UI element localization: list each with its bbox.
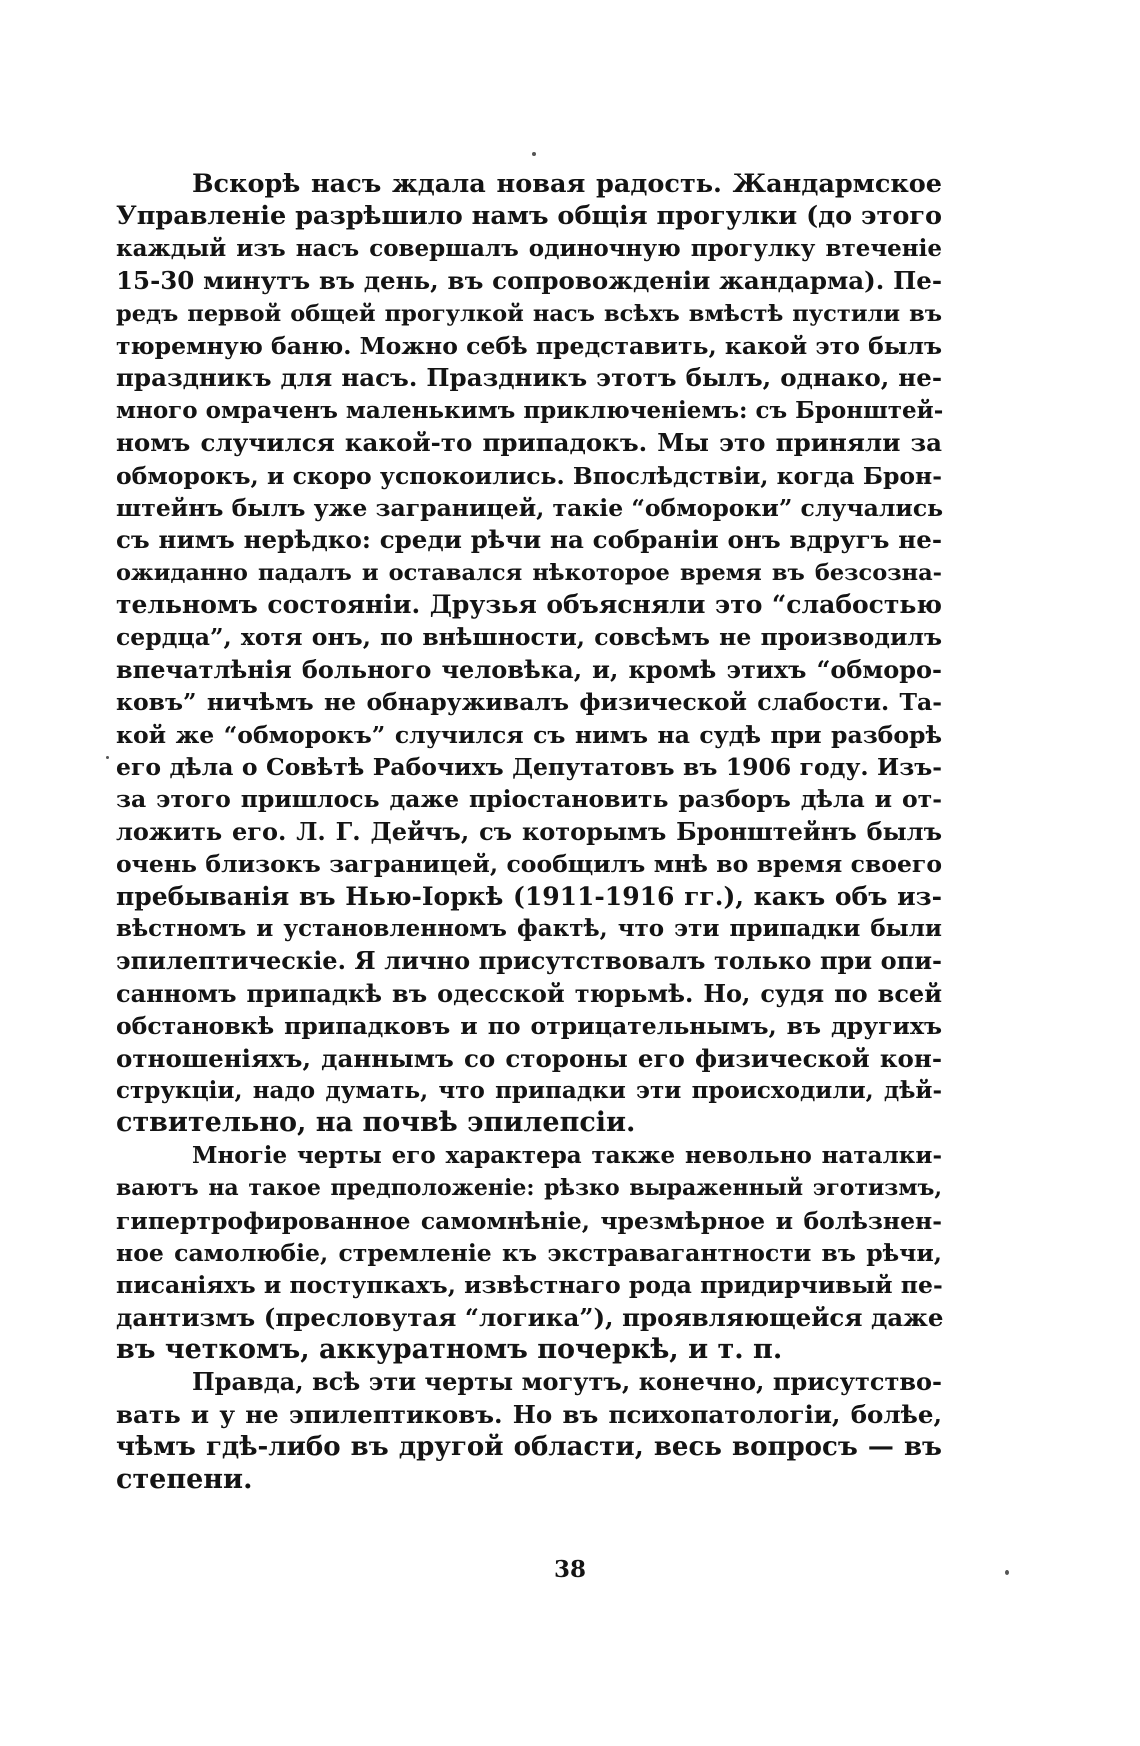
text-line: струкціи, надо думать, что припадки эти происходили, дѣй- [116, 1076, 942, 1104]
text-line: въ четкомъ, аккуратномъ почеркѣ, и т. п. [116, 1334, 783, 1366]
text-line: ложить его. Л. Г. Дейчъ, съ которымъ Бронштейнъ былъ [116, 816, 942, 846]
text-line: Вскорѣ насъ ждала новая радость. Жандармское [192, 169, 942, 199]
text-line: Многіе черты его характера также невольно наталки- [192, 1141, 942, 1169]
text-line: штейнъ былъ уже заграницей, такіе “обмороки” случались [116, 493, 944, 522]
text-line: вѣстномъ и установленномъ фактѣ, что эти припадки были [116, 914, 942, 942]
text-line: съ нимъ нерѣдко: среди рѣчи на собраніи онъ вдругъ не- [116, 525, 942, 555]
text-line: много омраченъ маленькимъ приключеніемъ: съ Бронштей- [116, 396, 944, 424]
text-line: ковъ” ничѣмъ не обнаруживалъ физической слабости. Та- [116, 688, 942, 717]
text-line: его дѣла о Совѣтѣ Рабочихъ Депутатовъ въ 1906 году. Изъ- [116, 753, 942, 782]
text-line: впечатлѣнія больного человѣка, и, кромѣ этихъ “обморо- [116, 654, 942, 684]
text-line: обморокъ, и скоро успокоились. Впослѣдствіи, когда Брон- [116, 461, 942, 490]
text-line: чѣмъ гдѣ-либо въ другой области, весь вопросъ — въ [116, 1432, 942, 1463]
text-line: ное самолюбіе, стремленіе къ экстравагантности въ рѣчи, [116, 1238, 942, 1267]
text-line: праздникъ для насъ. Праздникъ этотъ былъ, однако, не- [116, 363, 942, 393]
print-speck [532, 152, 536, 156]
text-line: очень близокъ заграницей, сообщилъ мнѣ во время своего [116, 850, 942, 879]
text-line: ожиданно падалъ и оставался нѣкоторое время въ безсозна- [116, 559, 942, 586]
text-line: кой же “обморокъ” случился съ нимъ на судѣ при разборѣ [116, 720, 942, 749]
body-text [116, 168, 942, 1496]
text-line: редъ первой общей прогулкой насъ всѣхъ вмѣстѣ пустили въ [116, 300, 942, 327]
text-line: ваютъ на такое предположеніе: рѣзко выраженный эготизмъ, [116, 1175, 942, 1202]
text-line: номъ случился какой-то припадокъ. Мы это приняли за [116, 428, 942, 458]
text-line: за этого пришлось даже пріостановить разборъ дѣла и от- [116, 785, 942, 814]
text-line: Правда, всѣ эти черты могутъ, конечно, присутство- [192, 1367, 942, 1397]
text-line: писаніяхъ и поступкахъ, извѣстнаго рода придирчивый пе- [116, 1271, 943, 1300]
text-line: гипертрофированное самомнѣніе, чрезмѣрное и болѣзнен- [116, 1206, 942, 1235]
print-speck [106, 756, 109, 759]
paragraph-2 [116, 1140, 942, 1367]
text-line: Управленіе разрѣшило намъ общія прогулки (до этого [116, 201, 942, 232]
text-line: степени. [116, 1463, 253, 1495]
paragraph-1 [116, 168, 942, 1140]
text-line: санномъ припадкѣ въ одесской тюрьмѣ. Но, судя по всей [116, 978, 942, 1008]
text-line: сердца”, хотя онъ, по внѣшности, совсѣмъ не производилъ [116, 623, 942, 652]
text-line: вать и у не эпилептиковъ. Но въ психопатологіи, болѣе, [116, 1399, 942, 1429]
text-line: отношеніяхъ, даннымъ со стороны его физической кон- [116, 1043, 942, 1073]
text-line: эпилептическіе. Я лично присутствовалъ только при опи- [116, 946, 942, 976]
text-line: тельномъ состояніи. Друзья объясняли это “слабостью [116, 590, 942, 620]
text-line: каждый изъ насъ совершалъ одиночную прогулку втеченіе [116, 234, 942, 262]
text-line: тюремную баню. Можно себѣ представить, какой это былъ [116, 331, 942, 360]
text-line: дантизмъ (пресловутая “логика”), проявляющейся даже [116, 1302, 944, 1332]
text-line: обстановкѣ припадковъ и по отрицательнымъ, въ другихъ [116, 1012, 942, 1041]
text-line: пребыванія въ Нью-Іоркѣ (1911-1916 гг.), какъ объ из- [116, 881, 942, 911]
paragraph-3 [116, 1366, 942, 1496]
text-line: ствительно, на почвѣ эпилепсіи. [116, 1107, 636, 1139]
page-number: 38 [553, 1556, 586, 1583]
text-line: 15-30 минутъ въ день, въ сопровожденіи жандарма). Пе- [116, 266, 942, 296]
